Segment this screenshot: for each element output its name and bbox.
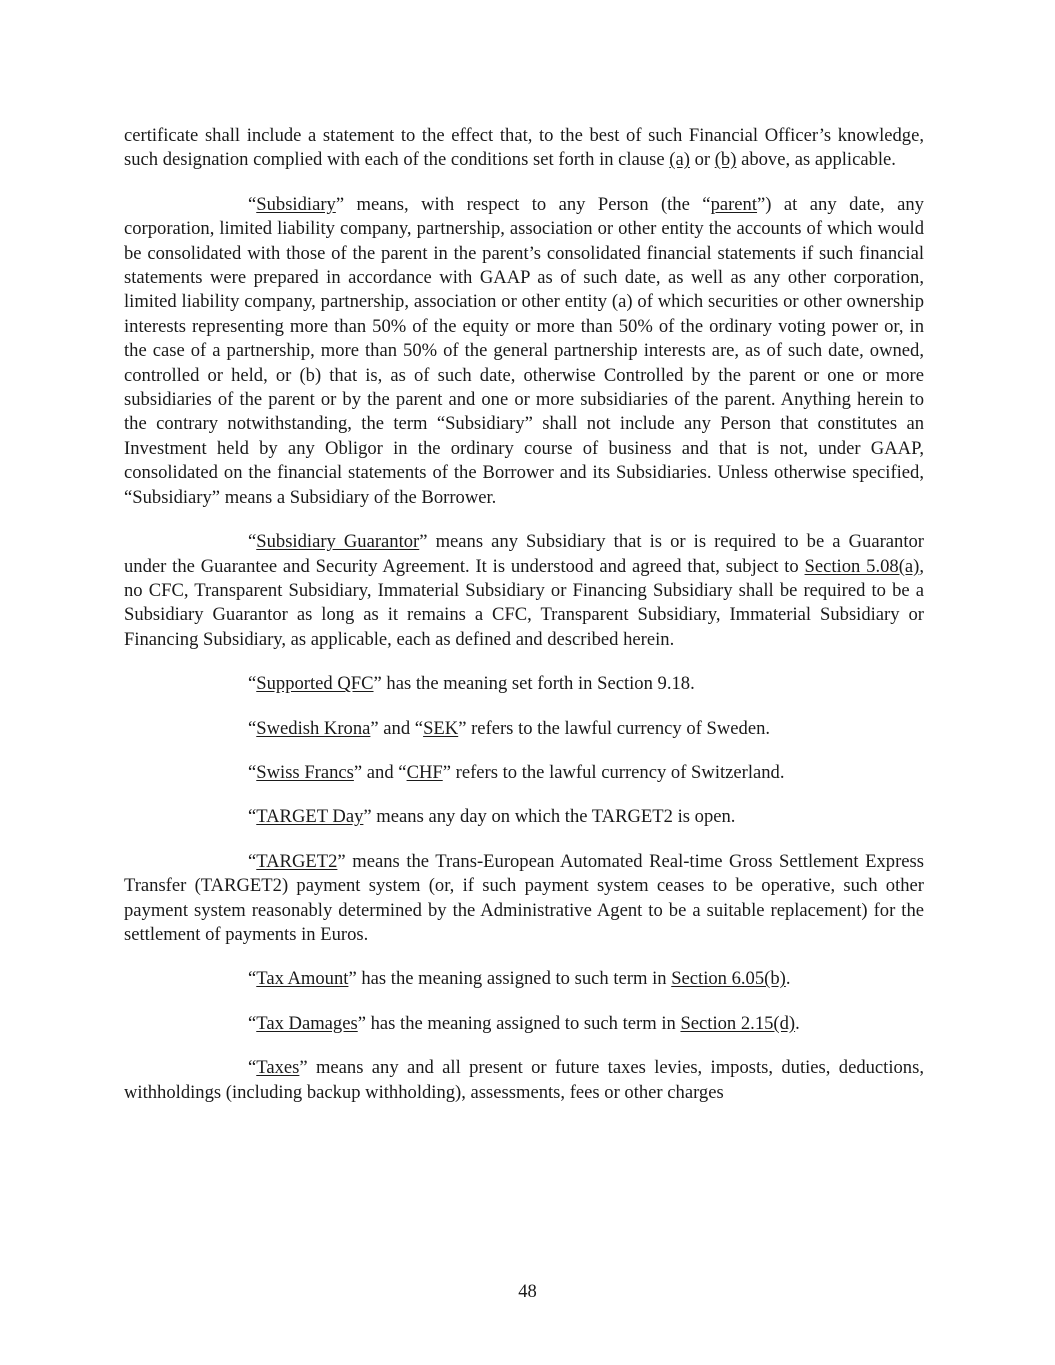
defined-term-swedish-krona: Swedish Krona [256, 717, 371, 739]
defined-term-swiss-francs: Swiss Francs [256, 761, 354, 783]
definition-target2: “TARGET2” means the Trans-European Automated Real-time Gross Settlement Express Transfer (TARGET2) payment system (or, if such payment system ceases to be operative, such other payment system reasonably determined by the Administrative Agent to be a suitable replacement) for the settlement of payments in Euros. [124, 850, 924, 945]
defined-term-sek: SEK [423, 717, 459, 739]
clause-b-reference: (b) [714, 149, 737, 171]
defined-term-tax-damages: Tax Damages [256, 1012, 358, 1034]
page-body [124, 124, 924, 1125]
definition-taxes: “Taxes” means any and all present or future taxes levies, imposts, duties, deductions, withholdings (including backup withholding), assessments, fees or other charges [124, 1057, 924, 1103]
page-number: 48 [518, 1281, 537, 1302]
defined-term-chf: CHF [406, 761, 443, 783]
defined-term-target-day: TARGET Day [256, 806, 364, 828]
defined-term-parent: parent [710, 193, 758, 215]
definition-tax-amount: “Tax Amount” has the meaning assigned to such term in Section 6.05(b). [248, 968, 791, 990]
section-reference-5-08-a: Section 5.08(a) [804, 555, 920, 577]
defined-term-tax-amount: Tax Amount [256, 968, 349, 990]
defined-term-subsidiary-guarantor: Subsidiary Guarantor [256, 531, 420, 553]
clause-a-reference: (a) [669, 149, 690, 171]
paragraph-certificate-continuation: certificate shall include a statement to the effect that, to the best of such Financial Officer’s knowledge, such designation complied with each of the conditions set forth in clause (a) or (b) above, as applicable. [124, 125, 924, 171]
defined-term-target2: TARGET2 [256, 850, 338, 872]
definition-tax-damages: “Tax Damages” has the meaning assigned to such term in Section 2.15(d). [248, 1012, 800, 1034]
section-reference-2-15-d: Section 2.15(d) [680, 1012, 796, 1034]
section-reference-6-05-b: Section 6.05(b) [671, 968, 786, 990]
definition-subsidiary: “Subsidiary” means, with respect to any Person (the “parent”) at any date, any corporation, limited liability company, partnership, association or other entity the accounts of which would be consolidated with those of the parent in the parent’s consolidated financial statements if such financial statements were prepared in accordance with GAAP as of such date, as well as any other corporation, limited liability company, partnership, association or other entity (a) of which securities or other ownership interests representing more than 50% of the equity or more than 50% of the ordinary voting power or, in the case of a partnership, more than 50% of the general partnership interests are, as of such date, owned, controlled or held, or (b) that is, as of such date, otherwise Controlled by the parent or one or more subsidiaries of the parent or by the parent and one or more subsidiaries of the parent. Anything herein to the contrary notwithstanding, the term “Subsidiary” shall not include any Person that constitutes an Investment held by any Obligor in the ordinary course of business and that is not, under GAAP, consolidated on the financial statements of the Borrower and its Subsidiaries. Unless otherwise specified, “Subsidiary” means a Subsidiary of the Borrower. [124, 193, 924, 508]
defined-term-subsidiary: Subsidiary [256, 193, 336, 215]
definition-supported-qfc: “Supported QFC” has the meaning set forth in Section 9.18. [248, 673, 695, 695]
definition-target-day: “TARGET Day” means any day on which the TARGET2 is open. [248, 806, 736, 828]
definition-subsidiary-guarantor: “Subsidiary Guarantor” means any Subsidiary that is or is required to be a Guarantor under the Guarantee and Security Agreement. It is understood and agreed that, subject to Section 5.08(a), no CFC, Transparent Subsidiary, Immaterial Subsidiary or Financing Subsidiary shall be required to be a Subsidiary Guarantor as long as it remains a CFC, Transparent Subsidiary, Immaterial Subsidiary or Financing Subsidiary, as applicable, each as defined and described herein. [124, 531, 924, 650]
defined-term-taxes: Taxes [256, 1057, 300, 1079]
defined-term-supported-qfc: Supported QFC [256, 673, 374, 695]
definition-swiss-francs: “Swiss Francs” and “CHF” refers to the lawful currency of Switzerland. [248, 761, 785, 783]
definition-swedish-krona: “Swedish Krona” and “SEK” refers to the lawful currency of Sweden. [248, 717, 771, 739]
